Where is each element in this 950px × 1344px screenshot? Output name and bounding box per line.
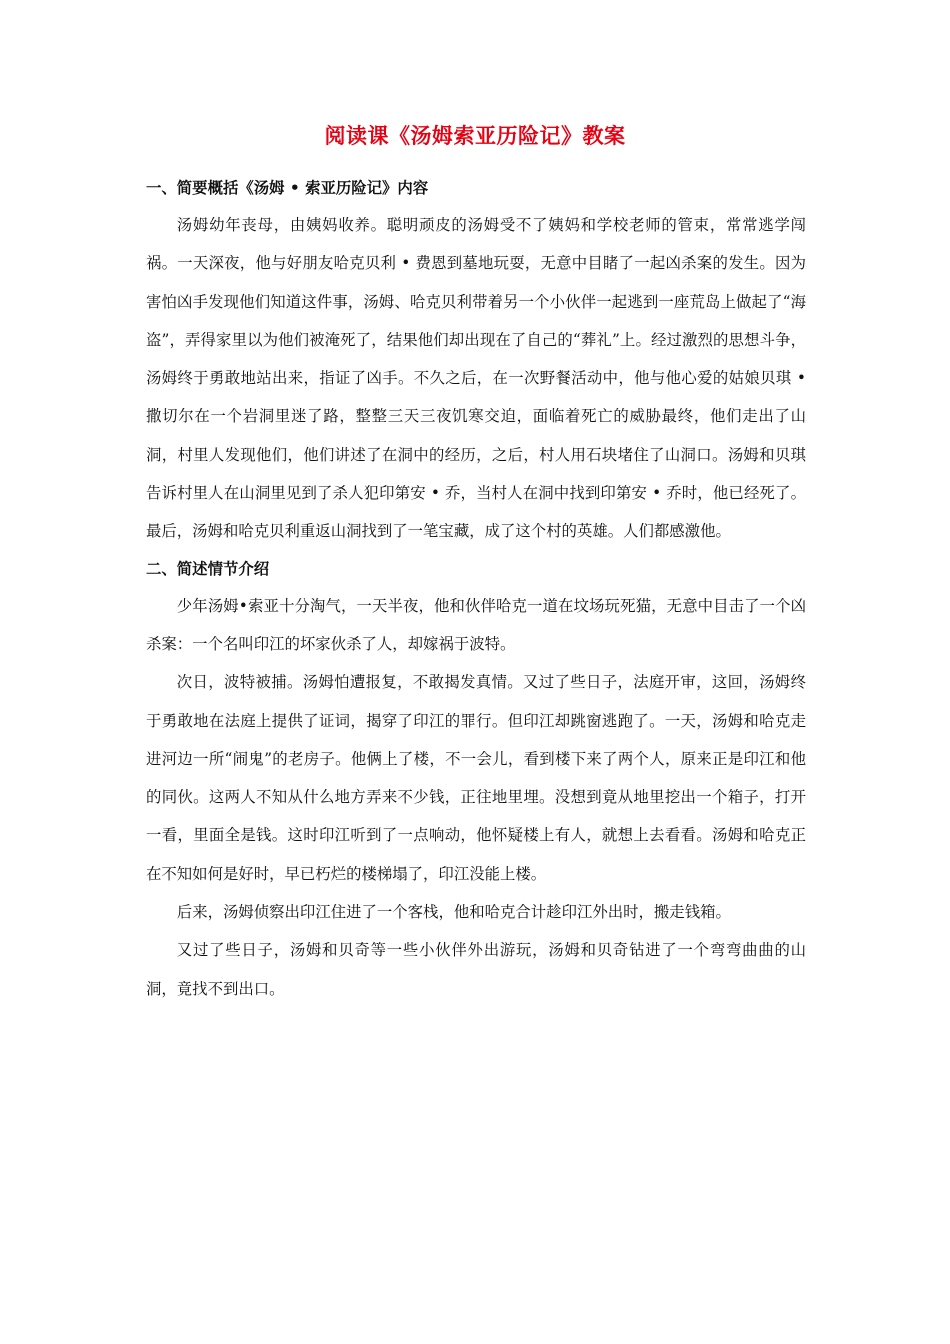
document-title: 阅读课《汤姆索亚历险记》教案 — [324, 123, 626, 148]
section-heading-plot: 二、简述情节介绍 — [146, 559, 270, 578]
plot-paragraph-3: 后来，汤姆侦察出印江住进了一个客栈，他和哈克合计趁印江外出时，搬走钱箱。 — [176, 903, 731, 922]
plot-paragraph-4: 又过了些日子，汤姆和贝奇等一些小伙伴外出游玩，汤姆和贝奇钻进了一个弯弯曲曲的山洞，竟找不到出口。 — [146, 941, 806, 998]
plot-paragraph-2: 次日，波特被捕。汤姆怕遭报复，不敢揭发真情。又过了些日子，法庭开审，这回，汤姆终于勇敢地在法庭上提供了证词，揭穿了印江的罪行。但印江却跳窗逃跑了。一天，汤姆和哈克走进河边一所“闹鬼”的老房子。他俩上了楼，不一会儿，看到楼下来了两个人，原来正是印江和他的同伙。这两人不知从什么地方弄来不少钱，正往地里埋。没想到竟从地里挖出一个箱子，打开一看，里面全是钱。这时印江听到了一点响动，他怀疑楼上有人，就想上去看看。汤姆和哈克正在不知如何是好时，早已朽烂的楼梯塌了，印江没能上楼。 — [146, 673, 806, 883]
section-heading-summary: 一、简要概括《汤姆 • 索亚历险记》内容 — [146, 179, 429, 197]
document-body — [146, 172, 806, 1008]
plot-paragraph-1: 少年汤姆•索亚十分淘气，一天半夜，他和伙伴哈克一道在坟场玩死猫，无意中目击了一个凶杀案：一个名叫印江的坏家伙杀了人，却嫁祸于波特。 — [146, 596, 806, 653]
summary-paragraph: 汤姆幼年丧母，由姨妈收养。聪明顽皮的汤姆受不了姨妈和学校老师的管束，常常逃学闯祸。一天深夜，他与好朋友哈克贝利 • 费恩到墓地玩耍，无意中目睹了一起凶杀案的发生。因为害怕凶手发现他们知道这件事，汤姆、哈克贝利带着另一个小伙伴一起逃到一座荒岛上做起了“海盗”，弄得家里以为他们被淹死了，结果他们却出现在了自己的“葬礼”上。经过激烈的思想斗争，汤姆终于勇敢地站出来，指证了凶手。不久之后，在一次野餐活动中，他与他心爱的姑娘贝琪 • 撒切尔在一个岩洞里迷了路，整整三天三夜饥寒交迫，面临着死亡的威胁最终，他们走出了山洞，村里人发现他们，他们讲述了在洞中的经历，之后，村人用石块堵住了山洞口。汤姆和贝琪告诉村里人在山洞里见到了杀人犯印第安 • 乔，当村人在洞中找到印第安 • 乔时，他已经死了。最后，汤姆和哈克贝利重返山洞找到了一笔宝藏，成了这个村的英雄。人们都感激他。 — [146, 216, 806, 541]
